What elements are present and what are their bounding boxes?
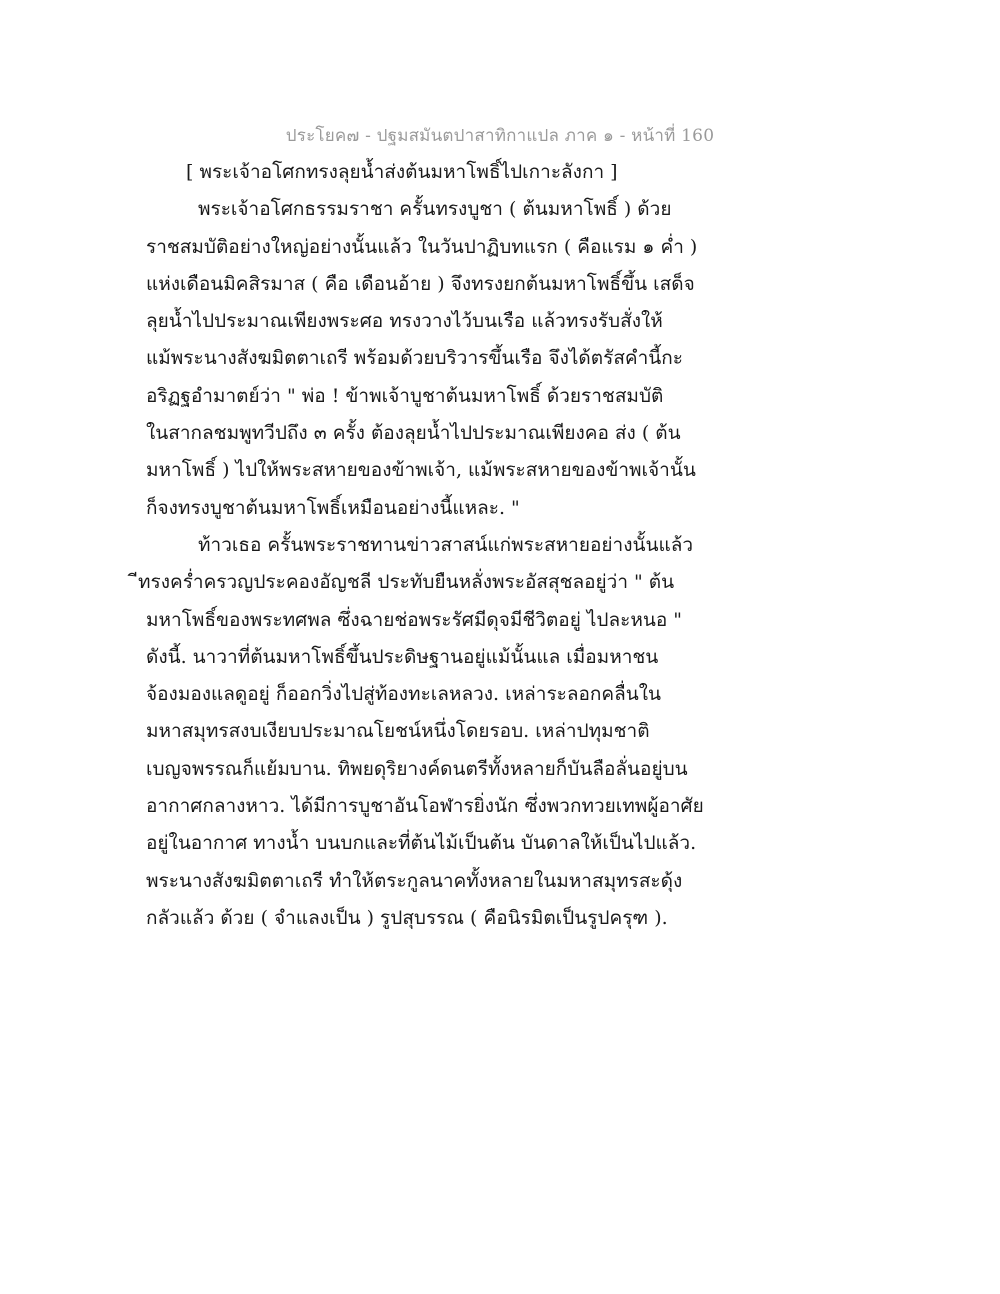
text-line: ลุยน้ำไปประมาณเพียงพระศอ ทรงวางไว้บนเรือ แล้วทรงรับสั่งให้ xyxy=(146,310,663,333)
paragraph-1 xyxy=(146,191,706,527)
running-header-text: ประโยค๗ - ปฐมสมันตปาสาทิกาแปล ภาค ๑ - หน้าที่ 160 xyxy=(285,126,715,146)
running-header xyxy=(0,122,1000,149)
text-line: อริฏฐอำมาตย์ว่า " พ่อ ! ข้าพเจ้าบูชาต้นมหาโพธิ์ ด้วยราชสมบัติ xyxy=(146,384,664,407)
text-line: ดังนี้. นาวาที่ต้นมหาโพธิ์ขึ้นประดิษฐานอยู่แม้นั้นแล เมื่อมหาชน xyxy=(146,645,659,668)
section-heading: [ พระเจ้าอโศกทรงลุยน้ำส่งต้นมหาโพธิ์ไปเกาะลังกา ] xyxy=(186,161,618,183)
text-line: จ้องมองแลดูอยู่ ก็ออกวิ่งไปสู่ท้องทะเลหลวง. เหล่าระลอกคลื่นใน xyxy=(146,683,662,706)
text-line: มหาสมุทรสงบเงียบประมาณโยชน์หนึ่งโดยรอบ. เหล่าปทุมชาติ xyxy=(146,720,650,743)
text-line: แม้พระนางสังฆมิตตาเถรี พร้อมด้วยบริวารขึ้นเรือ จึงได้ตรัสคำนี้กะ xyxy=(146,347,683,370)
text-line: กลัวแล้ว ด้วย ( จำแลงเป็น ) รูปสุบรรณ ( คือนิรมิตเป็นรูปครุฑ ). xyxy=(146,906,668,929)
text-line: อยู่ในอากาศ ทางน้ำ บนบกและที่ต้นไม้เป็นต้น บันดาลให้เป็นไปแล้ว. xyxy=(146,832,697,855)
text-line: พระนางสังฆมิตตาเถรี ทำให้ตระกูลนาคทั้งหลายในมหาสมุทรสะดุ้ง xyxy=(146,869,683,892)
text-line: แห่งเดือนมิคสิรมาส ( คือ เดือนอ้าย ) จึงทรงยกต้นมหาโพธิ์ขึ้น เสด็จ xyxy=(146,272,695,295)
text-line: มหาโพธิ์ของพระทศพล ซึ่งฉายช่อพระรัศมีดุจมีชีวิตอยู่ ไปละหนอ " xyxy=(146,608,683,631)
text-line: พระเจ้าอโศกธรรมราชา ครั้นทรงบูชา ( ต้นมหาโพธิ์ ) ด้วย xyxy=(198,198,672,221)
text-line: ราชสมบัติอย่างใหญ่อย่างนั้นแล้ว ในวันปาฏิบทแรก ( คือแรม ๑ ค่ำ ) xyxy=(146,235,698,258)
text-line: มหาโพธิ์ ) ไปให้พระสหายของข้าพเจ้า, แม้พระสหายของข้าพเจ้านั้น xyxy=(146,459,696,482)
text-line: อากาศกลางหาว. ได้มีการบูชาอันโอฬารยิ่งนัก ซึ่งพวกทวยเทพผู้อาศัย xyxy=(146,795,704,818)
text-line: เบญจพรรณก็แย้มบาน. ทิพยดุริยางค์ดนตรีทั้งหลายก็บันลือลั่นอยู่บน xyxy=(146,757,688,780)
paragraph-2 xyxy=(138,527,706,937)
text-line: ีทรงคร่ำครวญประคองอัญชลี ประทับยืนหลั่งพระอัสสุชลอยู่ว่า " ต้น xyxy=(138,571,675,594)
text-line: ก็จงทรงบูชาต้นมหาโพธิ์เหมือนอย่างนี้แหละ. " xyxy=(146,496,520,519)
body-text xyxy=(138,154,706,937)
text-line: ในสากลชมพูทวีปถึง ๓ ครั้ง ต้องลุยน้ำไปประมาณเพียงคอ ส่ง ( ต้น xyxy=(146,422,681,445)
text-line: ท้าวเธอ ครั้นพระราชทานข่าวสาสน์แก่พระสหายอย่างนั้นแล้ว xyxy=(198,533,694,556)
